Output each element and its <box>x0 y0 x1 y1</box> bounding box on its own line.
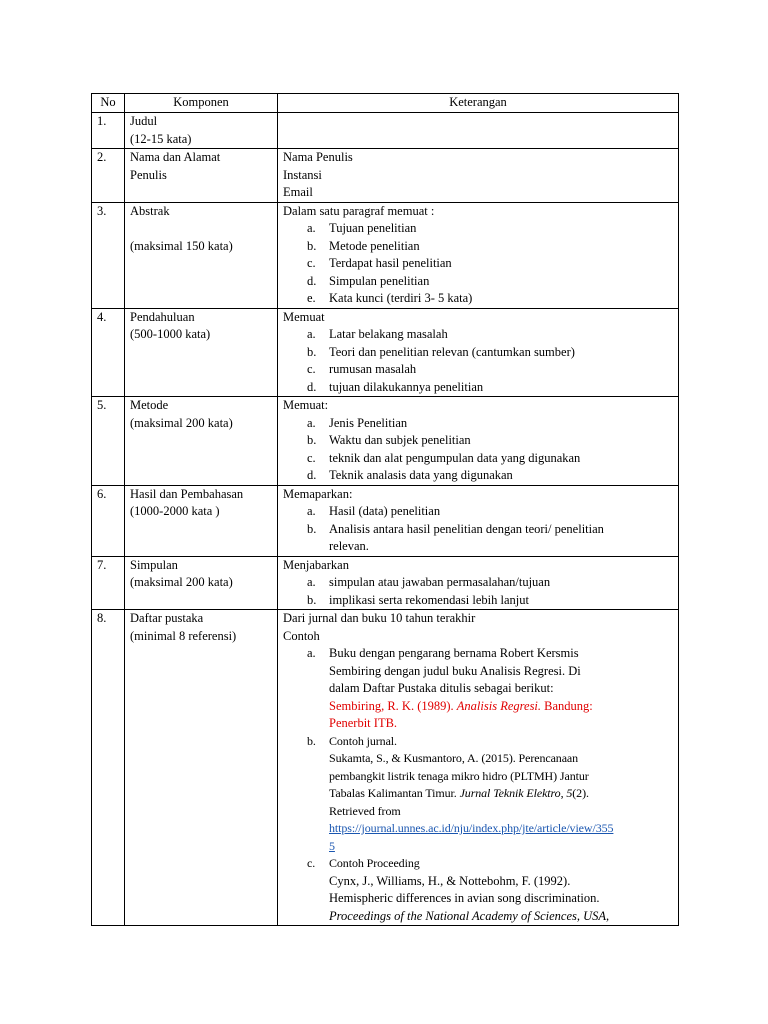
journal-link-continued[interactable]: 5 <box>329 838 335 853</box>
row-keterangan <box>278 556 679 610</box>
komponen-text: Nama dan Alamat <box>130 150 221 164</box>
keterangan-line: Email <box>283 185 313 199</box>
komponen-note: (maksimal 150 kata) <box>130 238 233 253</box>
row-komponen <box>125 202 278 308</box>
table-row <box>92 556 679 610</box>
row-keterangan <box>278 397 679 486</box>
komponen-note: (1000-2000 kata ) <box>130 504 220 518</box>
keterangan-list <box>283 220 673 308</box>
keterangan-intro: Menjabarkan <box>283 557 349 572</box>
list-item: b. Waktu dan subjek penelitian <box>307 433 471 447</box>
row-komponen <box>125 610 278 926</box>
row-keterangan <box>278 149 679 203</box>
row-number: 8. <box>92 610 125 926</box>
table-row <box>92 113 679 149</box>
keterangan-line: Nama Penulis <box>283 150 353 164</box>
header-no: No <box>92 94 125 113</box>
table-row <box>92 308 679 397</box>
komponen-text: Abstrak <box>130 203 170 218</box>
row-komponen <box>125 397 278 486</box>
table-row <box>92 485 679 556</box>
list-item: b. implikasi serta rekomendasi lebih lanjut <box>307 592 529 607</box>
list-item: e. Kata kunci (terdiri 3- 5 kata) <box>307 291 473 305</box>
header-komponen: Komponen <box>125 94 278 113</box>
row-number: 4. <box>92 308 125 397</box>
komponen-text: Daftar pustaka <box>130 611 204 625</box>
komponen-note: (12-15 kata) <box>130 131 192 146</box>
komponen-text: Judul <box>130 114 158 128</box>
keterangan-list <box>283 326 673 396</box>
row-number: 5. <box>92 397 125 486</box>
list-item: a. Tujuan penelitian <box>307 221 417 235</box>
komponen-text: Hasil dan Pembahasan <box>130 486 244 501</box>
list-item: b. Contoh jurnal. Sukamta, S., & Kusmantoro, A. (2015). Perencanaan pembangkit listrik tenaga mikro hidro (PLTMH) Jantur Tabalas Kalimantan Timur. Jurnal Teknik Elektro, 5(2). Retrieved from https://journal.unnes.ac.id/nju/index.php/jte/article/view/355 5 <box>283 733 673 856</box>
keterangan-intro: Dalam satu paragraf memuat : <box>283 203 435 218</box>
keterangan-list <box>283 415 673 485</box>
row-number: 3. <box>92 202 125 308</box>
list-item: d. Simpulan penelitian <box>307 273 430 288</box>
komponen-text: Pendahuluan <box>130 309 195 324</box>
row-keterangan <box>278 202 679 308</box>
keterangan-list <box>283 574 673 609</box>
keterangan-intro: Contoh <box>283 628 320 643</box>
table-header-row <box>92 94 679 113</box>
row-number: 7. <box>92 556 125 610</box>
komponen-text: Simpulan <box>130 557 178 572</box>
list-item: d. tujuan dilakukannya penelitian <box>307 379 484 394</box>
komponen-text: Penulis <box>130 167 167 182</box>
table-row <box>92 610 679 926</box>
list-item: c. rumusan masalah <box>307 362 417 376</box>
keterangan-intro: Dari jurnal dan buku 10 tahun terakhir <box>283 611 476 625</box>
list-item: a. Hasil (data) penelitian <box>307 504 441 518</box>
row-komponen <box>125 485 278 556</box>
row-komponen <box>125 308 278 397</box>
list-item: a. Jenis Penelitian <box>307 415 408 430</box>
list-item: c. Contoh Proceeding Cynx, J., Williams, H., & Nottebohm, F. (1992). Hemispheric differences in avian song discrimination. Proceedings of the National Academy of Sciences, USA, <box>307 856 610 923</box>
row-komponen <box>125 113 278 149</box>
komponen-note: (minimal 8 referensi) <box>130 628 237 643</box>
list-item: a. Latar belakang masalah <box>307 327 448 341</box>
komponen-note: (500-1000 kata) <box>130 327 211 341</box>
komponen-note: (maksimal 200 kata) <box>130 415 233 430</box>
outline-table <box>91 93 679 926</box>
table-row <box>92 149 679 203</box>
keterangan-intro: Memaparkan: <box>283 486 353 501</box>
row-keterangan <box>278 485 679 556</box>
row-number: 2. <box>92 149 125 203</box>
keterangan-intro: Memuat: <box>283 398 329 412</box>
row-keterangan <box>278 610 679 926</box>
row-komponen <box>125 556 278 610</box>
journal-link[interactable]: https://journal.unnes.ac.id/nju/index.php/jte/article/view/355 <box>329 821 614 835</box>
row-komponen <box>125 149 278 203</box>
list-item: b. Metode penelitian <box>307 238 420 253</box>
list-item: a. Buku dengan pengarang bernama Robert Kersmis Sembiring dengan judul buku Analisis Regresi. Di dalam Daftar Pustaka ditulis sebagai berikut: Sembiring, R. K. (1989). Analisis Regresi. Bandung: Penerbit ITB. <box>283 645 673 733</box>
list-item: d. Teknik analasis data yang digunakan <box>307 468 513 482</box>
reference-list <box>283 645 673 925</box>
table-row <box>92 397 679 486</box>
row-keterangan <box>278 113 679 149</box>
keterangan-intro: Memuat <box>283 309 325 324</box>
reference-example-book: Sembiring, R. K. (1989). Analisis Regresi. Bandung: <box>329 698 593 713</box>
header-keterangan: Keterangan <box>278 94 679 113</box>
row-keterangan <box>278 308 679 397</box>
list-item: a. simpulan atau jawaban permasalahan/tujuan <box>307 575 551 589</box>
list-item: b. Analisis antara hasil penelitian dengan teori/ penelitian relevan. <box>307 521 604 553</box>
list-item: b. Teori dan penelitian relevan (cantumkan sumber) <box>307 344 575 359</box>
komponen-text: Metode <box>130 398 169 412</box>
keterangan-list <box>283 503 673 556</box>
list-item: c. Terdapat hasil penelitian <box>307 256 452 270</box>
table-row <box>92 202 679 308</box>
row-number: 6. <box>92 485 125 556</box>
keterangan-line: Instansi <box>283 167 322 182</box>
list-item: c. teknik dan alat pengumpulan data yang digunakan <box>307 450 581 465</box>
komponen-note: (maksimal 200 kata) <box>130 575 233 589</box>
row-number: 1. <box>92 113 125 149</box>
